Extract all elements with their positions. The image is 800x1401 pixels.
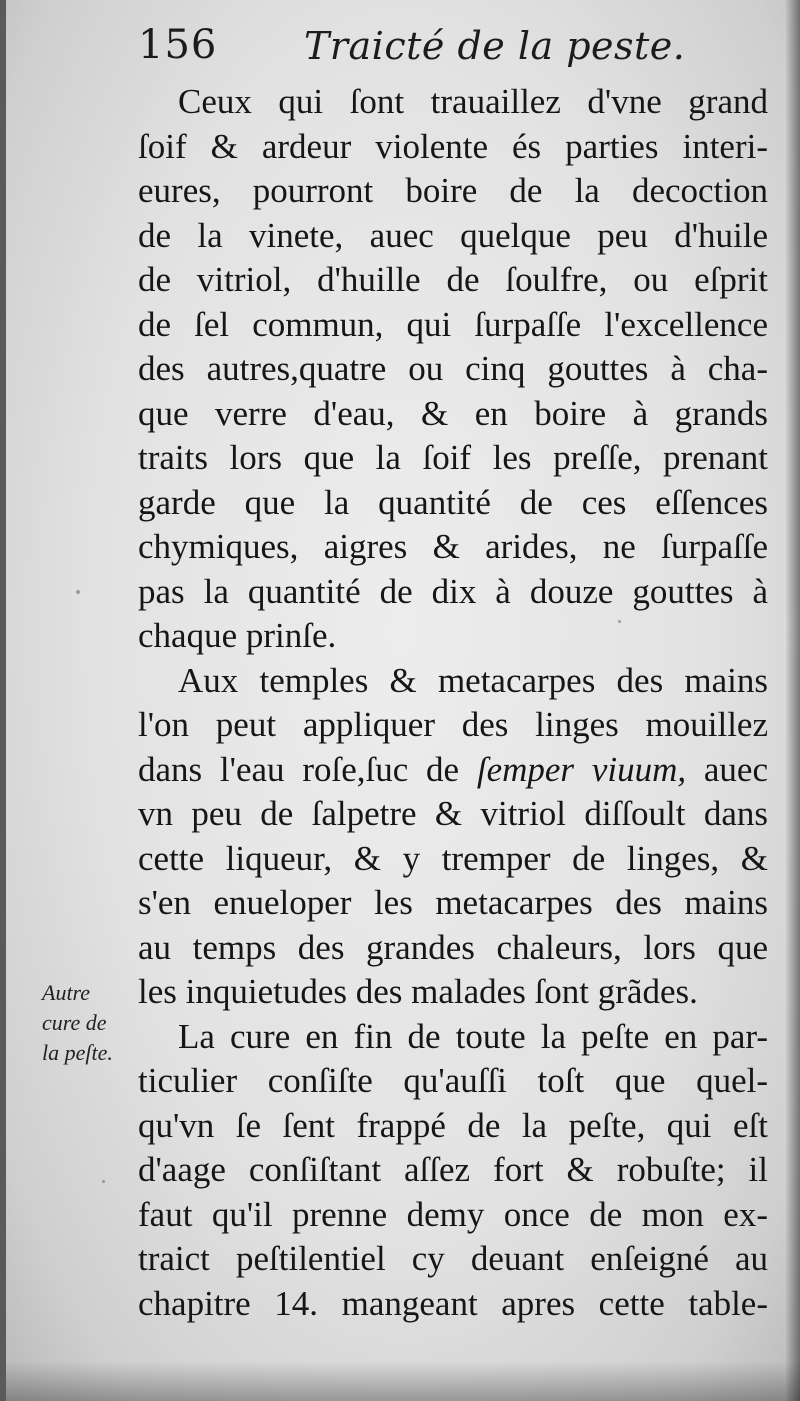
text-line: qu'vn ſe ſent frappé de la peſte, qui eſt xyxy=(138,1105,768,1145)
page-edge-shadow xyxy=(786,0,800,1401)
text-line: s'en enueloper les metacarpes des mains xyxy=(138,883,768,922)
text-line: d'aage conſiſtant aſſez fort & robuſte; il xyxy=(138,1150,768,1189)
text-line: pas la quantité de dix à douze gouttes à xyxy=(138,571,768,611)
text-line: de vitriol, d'huille de ſoulfre, ou eſprit xyxy=(138,260,768,299)
page-number: 156 xyxy=(138,22,218,68)
text-line: La cure en fin de toute la peſte en par- xyxy=(178,1016,768,1056)
text-line: ſoif & ardeur violente és parties interi- xyxy=(138,126,768,166)
text-line: garde que la quantité de ces eſſences xyxy=(138,482,768,522)
body-text xyxy=(138,80,768,1326)
paper-speck xyxy=(102,1180,105,1183)
paper-speck xyxy=(76,590,80,594)
text-line: vn peu de ſalpetre & vitriol diſſoult dans xyxy=(138,794,768,833)
text-line: Aux temples & metacarpes des mains xyxy=(178,660,768,700)
text-line: chapitre 14. mangeant apres cette table- xyxy=(138,1283,768,1323)
text-line: de ſel commun, qui ſurpaſſe l'excellence xyxy=(138,304,768,344)
page-bottom-shadow xyxy=(6,1361,800,1401)
margin-note xyxy=(42,978,138,1068)
text-line: eures, pourront boire de la decoction xyxy=(138,171,768,210)
margin-note-line: la peſte. xyxy=(42,1040,113,1065)
text-line: au temps des grandes chaleurs, lors que xyxy=(138,927,768,967)
latin-term: ſemper viuum, xyxy=(476,749,687,789)
text-line: faut qu'il prenne demy once de mon ex- xyxy=(138,1194,768,1234)
margin-note-line: cure de xyxy=(42,1010,107,1035)
text-line: l'on peut appliquer des linges mouillez xyxy=(138,705,768,744)
text-line: traict peſtilentiel cy deuant enſeigné au xyxy=(138,1239,768,1278)
text-line: cette liqueur, & y tremper de linges, & xyxy=(138,838,768,878)
text-line: chymiques, aigres & arides, ne ſurpaſſe xyxy=(138,527,768,566)
running-title: Traicté de la peste. xyxy=(304,24,686,68)
text-segment: dans l'eau roſe,ſuc de xyxy=(138,749,477,789)
text-line: des autres,quatre ou cinq gouttes à cha- xyxy=(138,349,768,388)
page-header xyxy=(126,22,746,78)
text-line: ticulier conſiſte qu'auſſi toſt que quel- xyxy=(138,1061,768,1100)
text-line: chaque prinſe. xyxy=(138,616,337,655)
text-line xyxy=(138,748,768,793)
text-line: Ceux qui ſont trauaillez d'vne grand xyxy=(178,82,768,121)
text-line: que verre d'eau, & en boire à grands xyxy=(138,393,768,433)
text-segment: auec xyxy=(686,749,768,789)
text-line: les inquietudes des malades ſont grãdes. xyxy=(138,972,698,1011)
text-line: traits lors que la ſoif les preſſe, prenant xyxy=(138,438,768,477)
margin-note-line: Autre xyxy=(42,980,91,1005)
paper-speck xyxy=(618,620,621,623)
text-line: de la vinete, auec quelque peu d'huile xyxy=(138,215,768,255)
